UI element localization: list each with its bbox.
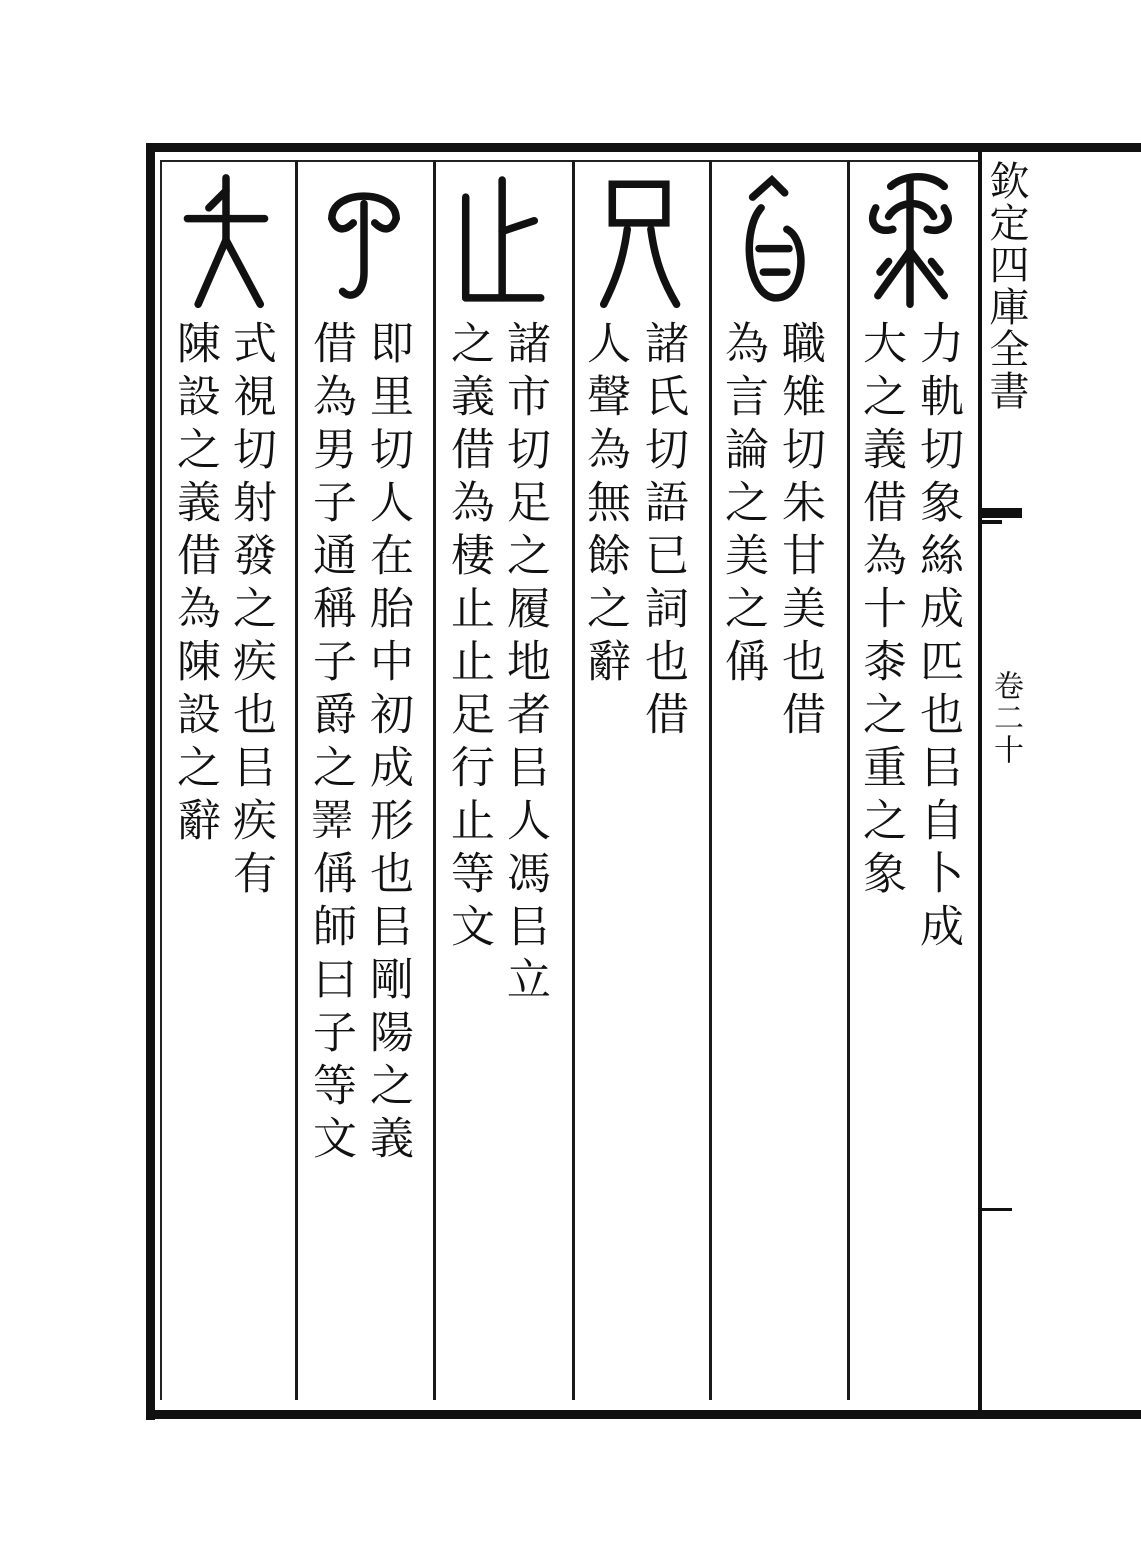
entry-line: 為言論之美之偁 xyxy=(717,320,768,691)
juan-number: 卷二十 xyxy=(988,670,1023,766)
entry-line: 力軌切象絲成匹也㠯自卜成 xyxy=(912,320,963,956)
seal-character xyxy=(172,165,280,315)
seal-character xyxy=(584,165,692,315)
frame-left-border xyxy=(146,143,155,1420)
entry-line: 人聲為無餘之辭 xyxy=(579,320,630,691)
column-rule xyxy=(709,160,712,1400)
margin-tick xyxy=(982,1208,1012,1211)
inner-top-rule xyxy=(160,160,980,162)
entry-line: 大之義借為十桼之重之象 xyxy=(855,320,906,903)
column-rule xyxy=(433,160,436,1400)
entry-line: 式視切射發之疾也㠯疾有 xyxy=(225,320,276,903)
entry-line: 職雉切朱甘美也借 xyxy=(774,320,825,744)
column-rule xyxy=(572,160,575,1400)
seal-character xyxy=(310,165,418,315)
entry-line: 之義借為棲止止足行止等文 xyxy=(443,320,494,956)
frame-bottom-border xyxy=(146,1410,1141,1419)
entry-line: 即里切人在胎中初成形也㠯剛陽之義 xyxy=(362,320,413,1168)
frame-top-border xyxy=(146,143,1141,152)
inner-left-rule xyxy=(160,160,162,1400)
fishtail-mark xyxy=(982,520,1002,524)
seal-character xyxy=(446,165,554,315)
entry-line: 陳設之義借為陳設之辭 xyxy=(169,320,220,850)
book-title: 欽定四庫全書 xyxy=(983,160,1029,412)
fishtail-mark xyxy=(982,508,1022,518)
seal-character xyxy=(720,165,828,315)
entry-line: 諸氏切語已詞也借 xyxy=(637,320,688,744)
column-rule xyxy=(295,160,298,1400)
entry-line: 借為男子通稱子爵之𢍰偁師曰子等文 xyxy=(305,320,356,1168)
margin-strip-rule xyxy=(978,143,982,1419)
column-rule xyxy=(847,160,850,1400)
entry-line: 諸市切足之履地者㠯人馮㠯立 xyxy=(499,320,550,1009)
seal-character xyxy=(856,165,964,315)
